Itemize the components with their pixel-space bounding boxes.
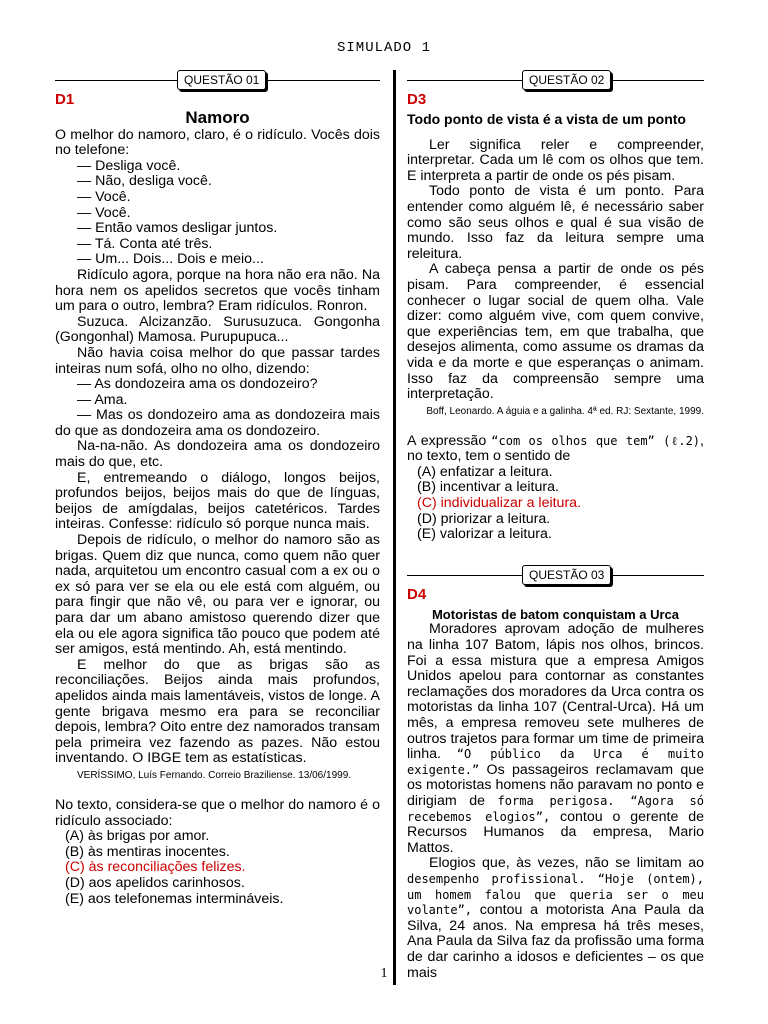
source-citation: Boff, Leonardo. A águia e a galinha. 4ª ed. RJ: Sextante, 1999. xyxy=(426,405,704,417)
question-stem xyxy=(407,434,704,465)
alternatives-list xyxy=(55,829,380,907)
paragraph: E melhor do que as brigas são as reconciliações. Beijos ainda mais profundos, apelidos ainda mais lamentáveis, vistos de longe. A gente brigava mesmo era para se reconciliar depois, lembra? Oito entre dez namorados transam pela primeira vez fazendo as pazes. Não estou inventando. O IBGE tem as estatísticas. xyxy=(55,656,380,767)
paragraph: E, entremeando o diálogo, longos beijos, profundos beijos, beijos mais do que de línguas, beijos de amígdalas, beijos catetéricos. Tardes inteiras. Confesse: ridículo só porque nunca mais. xyxy=(55,469,380,533)
paragraph: O melhor do namoro, claro, é o ridículo. Vocês dois no telefone: xyxy=(55,126,380,159)
paragraph: Depois de ridículo, o melhor do namoro são as brigas. Quem diz que nunca, como quem não quer nada, arquitetou um encontro casual com a ex ou o ex só para ver se ela ou ele está com alguém, ou para fingir que não vê, ou para ver e ignorar, ou para dar um abano amistoso querendo dizer que ela ou ele agora significa tão pouco que podem até ser amigos, está mentindo. Ah, está mentindo. xyxy=(55,532,380,658)
alternative-b[interactable]: (B) às mentiras inocentes. xyxy=(65,843,230,860)
dialogue-line: — As dondozeira ama os dondozeiro? xyxy=(77,376,318,393)
paragraph xyxy=(407,622,704,856)
paragraph: Todo ponto de vista é um ponto. Para entender como alguém lê, é necessário saber como são seus olhos e qual é sua visão de mundo. Isso faz da leitura sempre uma releitura. xyxy=(407,183,704,262)
paragraph: Suzuca. Alcizanzão. Surusuzuca. Gongonha (Gongonhal) Mamosa. Purupupuca... xyxy=(55,313,380,346)
column-divider xyxy=(393,70,396,985)
source-citation: VERÍSSIMO, Luís Fernando. Correio Braziliense. 13/06/1999. xyxy=(77,769,352,781)
paragraph: Na-na-não. As dondozeira ama os dondozeiro mais do que, etc. xyxy=(55,438,380,471)
dialogue-line: — Não, desliga você. xyxy=(77,173,212,190)
question-03-tag: QUESTÃO 03 xyxy=(522,565,611,585)
descriptor-label-d3: D3 xyxy=(407,91,427,108)
quoted-expression: “com os olhos que tem” (ℓ.2) xyxy=(491,433,701,448)
alternative-a[interactable]: (A) enfatizar a leitura. xyxy=(417,463,553,480)
text-title-motoristas: Motoristas de batom conquistam a Urca xyxy=(431,606,680,622)
paragraph-text: Moradores aprovam adoção de mulheres na linha 107 Batom, lápis nos olhos, brincos. Foi a essa mistura que a empresa Amigos Unidos apelou para contornar as constantes reclamações dos moradores da Urca contra os motoristas da linha 107 (Central-Urca). Há um mês, a empresa removeu sete mulheres de outros trajetos para formar um time de primeira linha. xyxy=(407,621,704,763)
paragraph: A cabeça pensa a partir de onde os pés pisam. Para compreender, é essencial conhecer o lugar social de quem olha. Vale dizer: como alguém vive, com quem convive, que experiências tem, em que trabalha, que desejos alimenta, como assume os dramas da vida e da morte e que esperanças o animam. Isso faz da compreensão sempre uma interpretação. xyxy=(407,261,704,403)
page-number: 1 xyxy=(380,966,388,981)
alternative-c-correct[interactable]: (C) individualizar a leitura. xyxy=(417,495,582,512)
paragraph: Ridículo agora, porque na hora não era não. Na hora nem os apelidos secretos que vocês tinham um para o outro, lembra? Eram ridículos. Ronron. xyxy=(55,266,380,315)
question-stem-start: A expressão xyxy=(407,432,487,449)
alternative-e[interactable]: (E) aos telefonemas intermináveis. xyxy=(65,890,284,907)
question-stem-end: , no texto, tem o sentido de xyxy=(407,432,704,465)
question-02-header xyxy=(407,70,704,92)
paragraph-text: Os passageiros reclamavam que os motoristas homens não paravam no ponto e dirigiam de xyxy=(407,761,704,809)
text-title-namoro: Namoro xyxy=(185,108,250,127)
quote: forma perigosa. “Agora só recebemos elogios”, xyxy=(407,793,704,824)
dialogue-line: — Desliga você. xyxy=(77,157,181,174)
dialogue-line: — Você. xyxy=(77,204,131,221)
paragraph: Não havia coisa melhor do que passar tardes inteiras num sofá, olho no olho, dizendo: xyxy=(55,344,380,377)
text-title-ponto-de-vista: Todo ponto de vista é a vista de um ponto xyxy=(407,111,686,127)
paragraph-text: contou o gerente de Recursos Humanos da empresa, Mario Mattos. xyxy=(407,808,704,856)
descriptor-label-d1: D1 xyxy=(55,91,75,108)
quote: desempenho profissional. “Hoje (ontem), um homem falou que queria ser o meu volante”, xyxy=(407,871,704,918)
paragraph-text: contou a motorista Ana Paula da Silva, 24 anos. Na empresa há três meses, Ana Paula da Silva faz da profissão uma forma de dar carinho a idosos e deficientes – os que mais xyxy=(407,902,704,981)
dialogue-line: — Mas os dondozeiro ama as dondozeira mais do que as dondozeira ama os dondozeiro. xyxy=(55,407,380,439)
alternative-d[interactable]: (D) priorizar a leitura. xyxy=(417,510,551,527)
dialogue-line: — Tá. Conta até três. xyxy=(77,235,213,252)
question-02-tag: QUESTÃO 02 xyxy=(522,70,611,90)
right-column xyxy=(407,70,704,981)
paragraph-text: Elogios que, às vezes, não se limitam ao xyxy=(429,855,704,872)
alternative-c-correct[interactable]: (C) às reconciliações felizes. xyxy=(65,859,246,876)
alternatives-list xyxy=(407,465,704,543)
dialogue-line: — Ama. xyxy=(77,391,128,408)
paragraph: Ler significa reler e compreender, interpretar. Cada um lê com os olhos que tem. E interpreta a partir de onde os pés pisam. xyxy=(407,136,704,184)
alternative-e[interactable]: (E) valorizar a leitura. xyxy=(417,526,552,543)
alternative-b[interactable]: (B) incentivar a leitura. xyxy=(417,479,559,496)
alternative-d[interactable]: (D) aos apelidos carinhosos. xyxy=(65,874,245,891)
question-01-header xyxy=(55,70,380,92)
dialogue-line: — Você. xyxy=(77,188,131,205)
page-header: SIMULADO 1 xyxy=(336,40,431,56)
dialogue-line: — Então vamos desligar juntos. xyxy=(77,220,278,237)
alternative-a[interactable]: (A) às brigas por amor. xyxy=(65,828,210,845)
question-01-tag: QUESTÃO 01 xyxy=(177,70,266,90)
paragraph xyxy=(407,856,704,981)
dialogue-line: — Um... Dois... Dois e meio... xyxy=(77,251,264,268)
question-03-header xyxy=(407,565,704,587)
left-column xyxy=(55,70,380,907)
descriptor-label-d4: D4 xyxy=(407,585,427,603)
quote: “O público da Urca é muito exigente.” xyxy=(407,747,704,777)
question-stem: No texto, considera-se que o melhor do namoro é o ridículo associado: xyxy=(55,796,380,829)
